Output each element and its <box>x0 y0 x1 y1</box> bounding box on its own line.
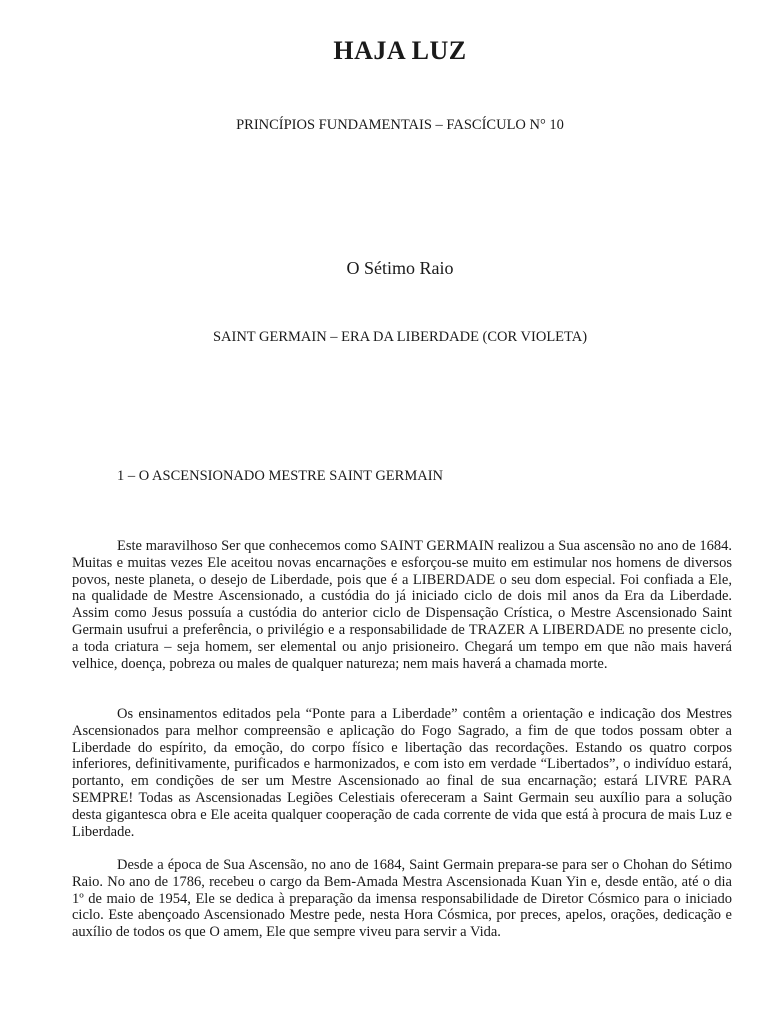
document-title: HAJA LUZ <box>333 36 467 65</box>
paragraph-text: Os ensinamentos editados pela “Ponte para a Liberdade” contêm a orientação e indicação dos Mestres Ascensionados para melhor compreensão e aplicação do Fogo Sagrado, a fim de que todos possam obter a Liberdade do espírito, da emoção, do corpo físico e libertação das recordações. Estando os quatro corpos inferiores, definitivamente, purificados e harmonizados, e com isto em verdade “Libertados”, o indivíduo estará, portanto, em condições de ser um Mestre Ascensionado ao final de sua encarnação; estará LIVRE PARA SEMPRE! Todas as Ascensionadas Legiões Celestiais ofereceram a Saint Germain seu auxílio para a solução desta gigantesca obra e Ele aceita qualquer cooperação de cada corrente de vida que está à procura de mais Luz e Liberdade. <box>72 706 732 840</box>
chapter-subtitle: SAINT GERMAIN – ERA DA LIBERDADE (COR VIOLETA) <box>212 329 588 345</box>
document-subtitle: PRINCÍPIOS FUNDAMENTAIS – FASCÍCULO N° 10 <box>236 117 564 133</box>
paragraph-text: Desde a época de Sua Ascensão, no ano de 1684, Saint Germain prepara-se para ser o Chohan do Sétimo Raio. No ano de 1786, recebeu o cargo da Bem-Amada Mestra Ascensionada Kuan Yin e, desde então, até o dia 1º de maio de 1954, Ele se dedica à preparação da imensa responsabilidade de Diretor Cósmico para o iniciado ciclo. Este abençoado Ascensionado Mestre pede, nesta Hora Cósmica, por preces, apelos, orações, dedicação e auxílio de todos os que O amem, Ele que sempre viveu para servir a Vida. <box>72 857 732 941</box>
paragraph-text: Este maravilhoso Ser que conhecemos como SAINT GERMAIN realizou a Sua ascensão no ano de 1684. Muitas e muitas vezes Ele aceitou novas encarnações e esforçou-se muito em estimular nos homens de diversos povos, neste planeta, o desejo de Liberdade, pois que é a LIBERDADE o seu dom especial. Foi confiada a Ele, na qualidade de Mestre Ascensionado, a custódia do já iniciado ciclo de dois mil anos da Era da Liberdade. Assim como Jesus possuía a custódia do anterior ciclo de Dispensação Crística, o Mestre Ascensionado Saint Germain usufrui a preferência, o privilégio e a responsabilidade de TRAZER A LIBERDADE no presente ciclo, a toda criatura – seja homem, ser elemental ou anjo prisioneiro. Chegará um tempo em que não mais haverá velhice, doença, pobreza ou males de qualquer natureza; nem mais haverá a chamada morte. <box>72 538 732 672</box>
body-paragraph-3 <box>72 857 732 941</box>
chapter-title: O Sétimo Raio <box>346 258 454 278</box>
section-heading: 1 – O ASCENSIONADO MESTRE SAINT GERMAIN <box>117 468 444 484</box>
body-paragraph-1 <box>72 538 732 672</box>
body-paragraph-2 <box>72 706 732 840</box>
